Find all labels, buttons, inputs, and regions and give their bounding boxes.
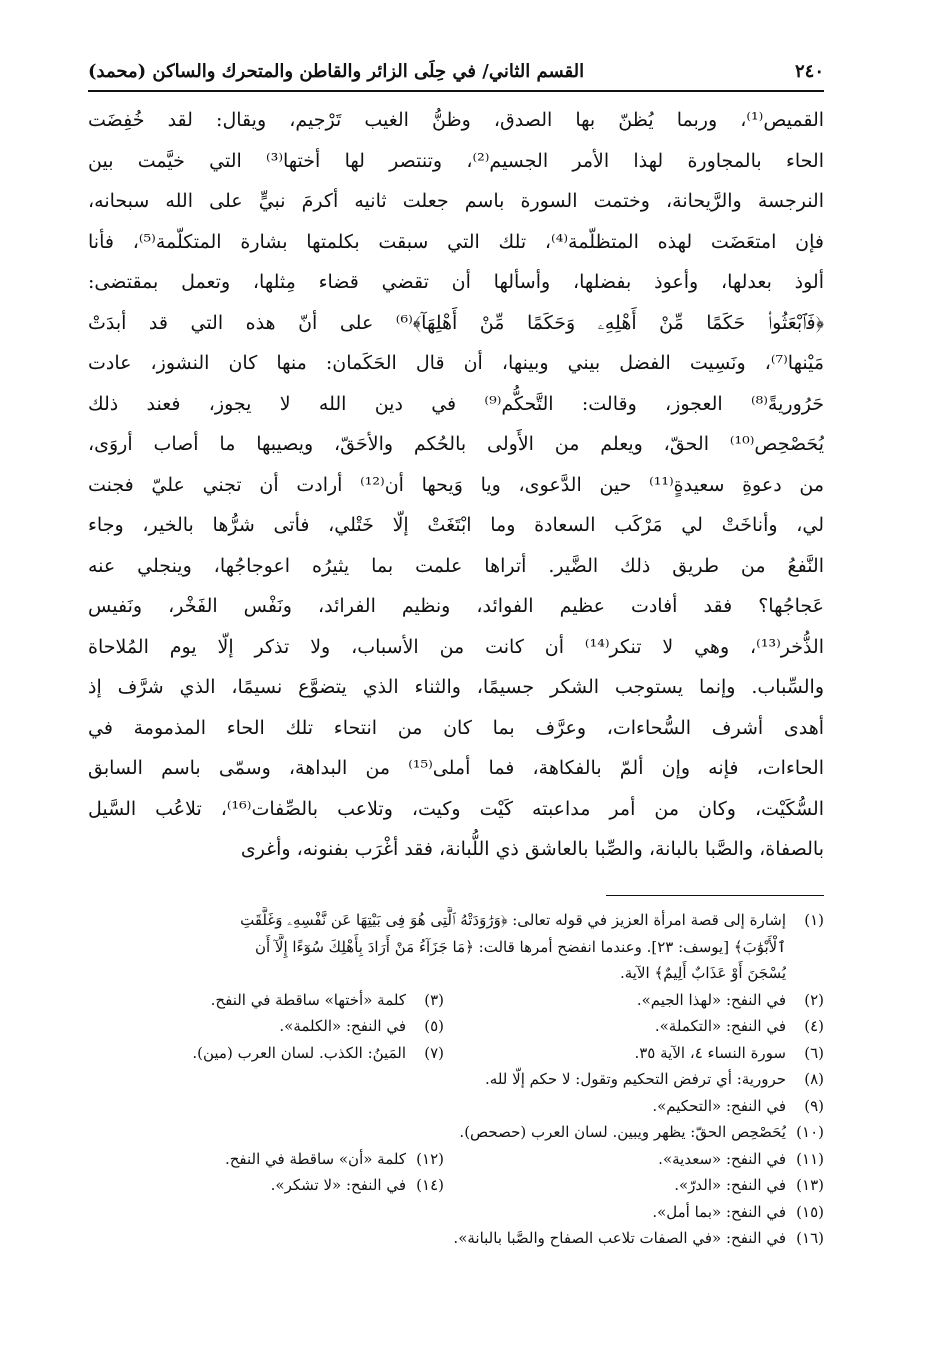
text-line: والسِّباب. وإنما يستوجب الشكر جسيمًا، والثناء الذي يتضوَّع نسيمًا، الذي شرَّف إذ [88, 676, 824, 698]
text-line: فإن امتعَضَت لهذه المتظلّمة⁽⁴⁾، تلك التي سبقت بكلمتها بشارة المتكلّمة⁽⁵⁾، فأنا [88, 230, 824, 253]
footnote-text: في النفح: «لهذا الجيم». [636, 990, 786, 1009]
footnote-text: ٱلْأَبْوَٰبَ﴾ [يوسف: ٢٣]. وعندما انفضح أمرها قالت: ﴿مَا جَزَآءُ مَنْ أَرَادَ بِأَهْلِكَ سُوٓءًا إِلَّآ أَن [254, 937, 786, 956]
footnote-text: إشارة إلى قصة امرأة العزيز في قوله تعالى: ﴿وَرَٰوَدَتْهُ ٱلَّتِى هُوَ فِى بَيْتِهَا عَن نَّفْسِهِۦ وَغَلَّقَتِ [240, 911, 786, 929]
footnotes [100, 907, 824, 1252]
footnote-text: المَينُ: الكذب. لسان العرب (مين). [192, 1043, 406, 1062]
footnote-8 [100, 1066, 824, 1093]
text-line: الذُّخر⁽¹³⁾، وهي لا تنكر⁽¹⁴⁾ أن كانت من الأسباب، ولا تذكر إلّا يوم المُلاحاة [88, 635, 824, 658]
footnote-number: (١١) [796, 1149, 824, 1168]
footnote-4 [444, 1013, 824, 1040]
footnote-number: (١٠) [796, 1123, 824, 1141]
footnote-number: (١٦) [796, 1229, 824, 1247]
header-rule [88, 90, 824, 92]
running-title: القسم الثاني/ في حِلَى الزائر والقاطن والمتحرك والساكن (محمد) [88, 60, 585, 82]
footnote-number: (٩) [804, 1096, 824, 1115]
footnote-number: (٨) [804, 1070, 824, 1088]
footnote-row [100, 1013, 824, 1040]
footnote-text: في النفح: «الدرّ». [674, 1176, 786, 1194]
footnote-number: (١) [804, 911, 824, 929]
text-line: النَّفعُ من طريق ذلك الضَّير. أتراها علمت بما يثيرُه اعوجاجُها، وينجلي عنه [88, 554, 824, 577]
text-line: الحاء بالمجاورة لهذا الأمر الجسيم⁽²⁾، وتنتصر لها أختها⁽³⁾ التي خيَّمت بين [88, 149, 824, 172]
footnote-1-continued [100, 960, 824, 987]
text-line: عَجاجُها؟ فقد أفادت عظيم الفوائد، ونظيم الفرائد، ونَفْس الفَخْر، ونَفيس [88, 595, 824, 617]
text-line: ﴿فَٱبْعَثُوا۟ حَكَمًا مِّنْ أَهْلِهِۦ وَحَكَمًا مِّنْ أَهْلِهَآ﴾⁽⁶⁾ على أنّ هذه التي قد أبدَتْ [88, 311, 824, 334]
footnote-text: في النفح: «في الصفات تلاعب الصفاح والصَّبا بالبانة». [453, 1229, 786, 1247]
footnote-11 [444, 1146, 824, 1173]
footnote-text: سورة النساء ٤، الآية ٣٥. [634, 1043, 786, 1062]
footnote-row [100, 1172, 824, 1199]
footnote-15 [100, 1199, 824, 1226]
footnote-number: (٤) [804, 1017, 824, 1035]
text-line: من دعوةِ سعيدةٍ⁽¹¹⁾ حين الدَّعوى، ويا وَيحها أن⁽¹²⁾ أرادت أن تجني عليّ فجنت [88, 473, 824, 496]
footnote-text: في النفح: «الكلمة». [279, 1017, 406, 1035]
footnote-text: كلمة «أختها» ساقطة في النفح. [210, 990, 406, 1009]
running-header [88, 54, 824, 88]
footnote-text: في النفح: «سعدية». [658, 1149, 786, 1168]
footnote-16 [100, 1225, 824, 1252]
text-line: أهدى أشرف السُّحاءات، وعرَّف بما كان من انتحاء تلك الحاء المذمومة في [88, 716, 824, 739]
footnote-14 [144, 1172, 444, 1199]
text-line: النرجسة والرَّيحانة، وختمت السورة باسم جعلت ثانيه أكرمَ نبيٍّ على الله سبحانه، [88, 190, 824, 212]
footnote-text: في النفح: «التحكيم». [652, 1096, 786, 1115]
footnote-7 [144, 1040, 444, 1067]
footnote-number: (٧) [424, 1043, 444, 1062]
footnote-row [100, 1146, 824, 1173]
text-line: يُحَصْحِص⁽¹⁰⁾ الحقّ، ويعلم من الأَولى بالحُكم والأحَقّ، ويصيبها ما أصاب أروَى، [88, 433, 824, 455]
footnote-number: (١٥) [796, 1202, 824, 1221]
text-line: بالصفاة، والصَّبا بالبانة، والصِّبا بالعاشق ذي اللُّبانة، فقد أغْرَب بفنونه، وأغرى [240, 838, 824, 860]
footnote-number: (١٤) [416, 1176, 444, 1194]
footnote-text: في النفح: «لا تشكر». [270, 1176, 406, 1194]
footnote-1-continued [100, 934, 824, 961]
text-line: حَرُوريةً⁽⁸⁾ العجوز، وقالت: التَّحكُّم⁽⁹⁾ في دين الله لا يجوز، فعند ذلك [88, 392, 824, 415]
page-number: ٢٤٠ [794, 60, 824, 82]
text-line: لي، وأناخَتْ لي مَرْكَب السعادة وما ابْتَغَتْ إلّا خَتْلي، فأتى شرُّها بالخير، وجاء [88, 514, 824, 536]
footnote-1 [100, 907, 824, 934]
text-line: القميص⁽¹⁾، وربما يُظنّ بها الصدق، وظنُّ الغيب تَرْجيم، ويقال: لقد خُفِضَت [88, 109, 824, 131]
footnote-text: يُحَصْحِص الحقّ: يظهر ويبين. لسان العرب (حصحص). [459, 1123, 786, 1141]
footnote-9 [100, 1093, 824, 1120]
text-line: مَيْنها⁽⁷⁾، ونَسِيت الفضل بيني وبينها، أن قال الحَكَمان: منها كان النشوز، عادت [88, 352, 824, 374]
footnote-13 [444, 1172, 824, 1199]
footnote-text: كلمة «أن» ساقطة في النفح. [224, 1149, 406, 1168]
footnote-number: (٦) [804, 1043, 824, 1062]
footnote-number: (٣) [424, 990, 444, 1009]
footnote-6 [444, 1040, 824, 1067]
footnote-number: (٢) [804, 990, 824, 1009]
footnote-number: (١٣) [796, 1176, 824, 1194]
footnote-5 [144, 1013, 444, 1040]
text-line: السُّكَيْت، وكان من أمر مداعبته كَيْت وكيت، وتلاعب بالصِّفات⁽¹⁶⁾، تلاعُب السَّيل [88, 797, 824, 820]
footnote-separator [606, 895, 824, 896]
text-line: الحاءات، فإنه وإن ألمّ بالفكاهة، فما أملى⁽¹⁵⁾ من البداهة، وسمّى باسم السابق [88, 757, 824, 779]
footnote-number: (٥) [424, 1017, 444, 1035]
footnote-text: حرورية: أي ترفض التحكيم وتقول: لا حكم إلّا لله. [485, 1070, 786, 1088]
footnote-10 [100, 1119, 824, 1146]
footnote-number: (١٢) [416, 1149, 444, 1168]
footnote-text: يُسْجَنَ أَوْ عَذَابٌ أَلِيمٌ﴾ الآية. [620, 964, 786, 982]
footnote-text: في النفح: «التكملة». [654, 1017, 786, 1035]
footnote-row [100, 987, 824, 1014]
footnote-text: في النفح: «بما أمل». [652, 1202, 786, 1221]
footnote-3 [144, 987, 444, 1014]
footnote-row [100, 1040, 824, 1067]
footnote-2 [444, 987, 824, 1014]
footnote-12 [144, 1146, 444, 1173]
main-text [88, 100, 824, 870]
text-line: ألوذ بعدلها، وأعوذ بفضلها، وأسألها أن تقضي قضاء مِثلها، وتعمل بمقتضى: [88, 271, 824, 293]
